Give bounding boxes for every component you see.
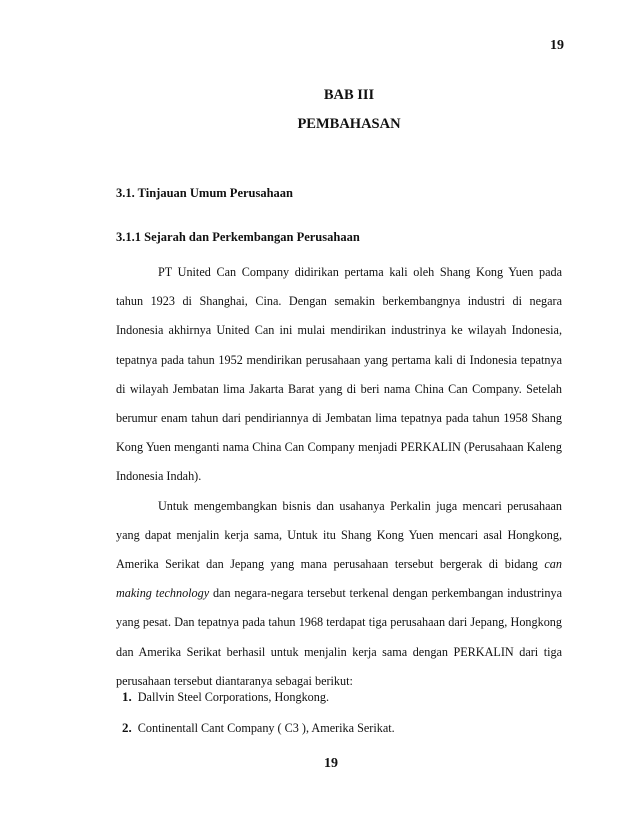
- paragraph-2-italic: can making technology: [116, 557, 562, 601]
- list-item: [122, 720, 395, 736]
- list-item-number: 1.: [122, 689, 132, 704]
- chapter-label: BAB III: [323, 87, 375, 103]
- paragraph-2-start: Untuk mengembangkan bisnis dan usahanya Perkalin juga mencari perusahaan yang dapat menjalin kerja sama, Untuk itu Shang Kong Yuen mencari asal Hongkong, Amerika Serikat dan Jepang yang mana perusahaan tersebut bergerak di bidang: [116, 498, 562, 572]
- paragraph-1: PT United Can Company didirikan pertama kali oleh Shang Kong Yuen pada tahun 1923 di Shanghai, Cina. Dengan semakin berkembangnya industri di negara Indonesia akhirnya United Can ini mulai mendirikan industrinya ke wilayah Indonesia, tepatnya pada tahun 1952 mendirikan perusahaan yang pertama kali di Indonesia tepatnya di wilayah Jembatan lima Jakarta Barat yang di beri nama China Can Company. Setelah berumur enam tahun dari pendiriannya di Jembatan lima tepatnya pada tahun 1958 Shang Kong Yuen menganti nama China Can Company menjadi PERKALIN (Perusahaan Kaleng Indonesia Indah).: [116, 265, 562, 484]
- body-text: [116, 258, 562, 696]
- section-heading-3-1-1: 3.1.1 Sejarah dan Perkembangan Perusahaan: [116, 230, 360, 244]
- list-item-number: 2.: [122, 720, 132, 735]
- list-item-text: Continentall Cant Company ( C3 ), Amerika Serikat.: [137, 721, 395, 735]
- chapter-title: PEMBAHASAN: [297, 116, 401, 132]
- paragraph-2-end: dan negara-negara tersebut terkenal dengan perkembangan industrinya yang pesat. Dan tepatnya pada tahun 1968 terdapat tiga perusahaan dari Jepang, Hongkong dan Amerika Serikat berhasil untuk menjalin kerja sama dengan PERKALIN dari tiga perusahaan tersebut diantaranya sebagai berikut:: [116, 586, 562, 688]
- page-number-bottom: 19: [324, 756, 338, 771]
- list-item: [122, 689, 329, 705]
- list-item-text: Dallvin Steel Corporations, Hongkong.: [137, 690, 330, 704]
- page-number-top: 19: [550, 38, 564, 53]
- paragraph-2: [116, 492, 562, 696]
- section-heading-3-1: 3.1. Tinjauan Umum Perusahaan: [116, 186, 294, 200]
